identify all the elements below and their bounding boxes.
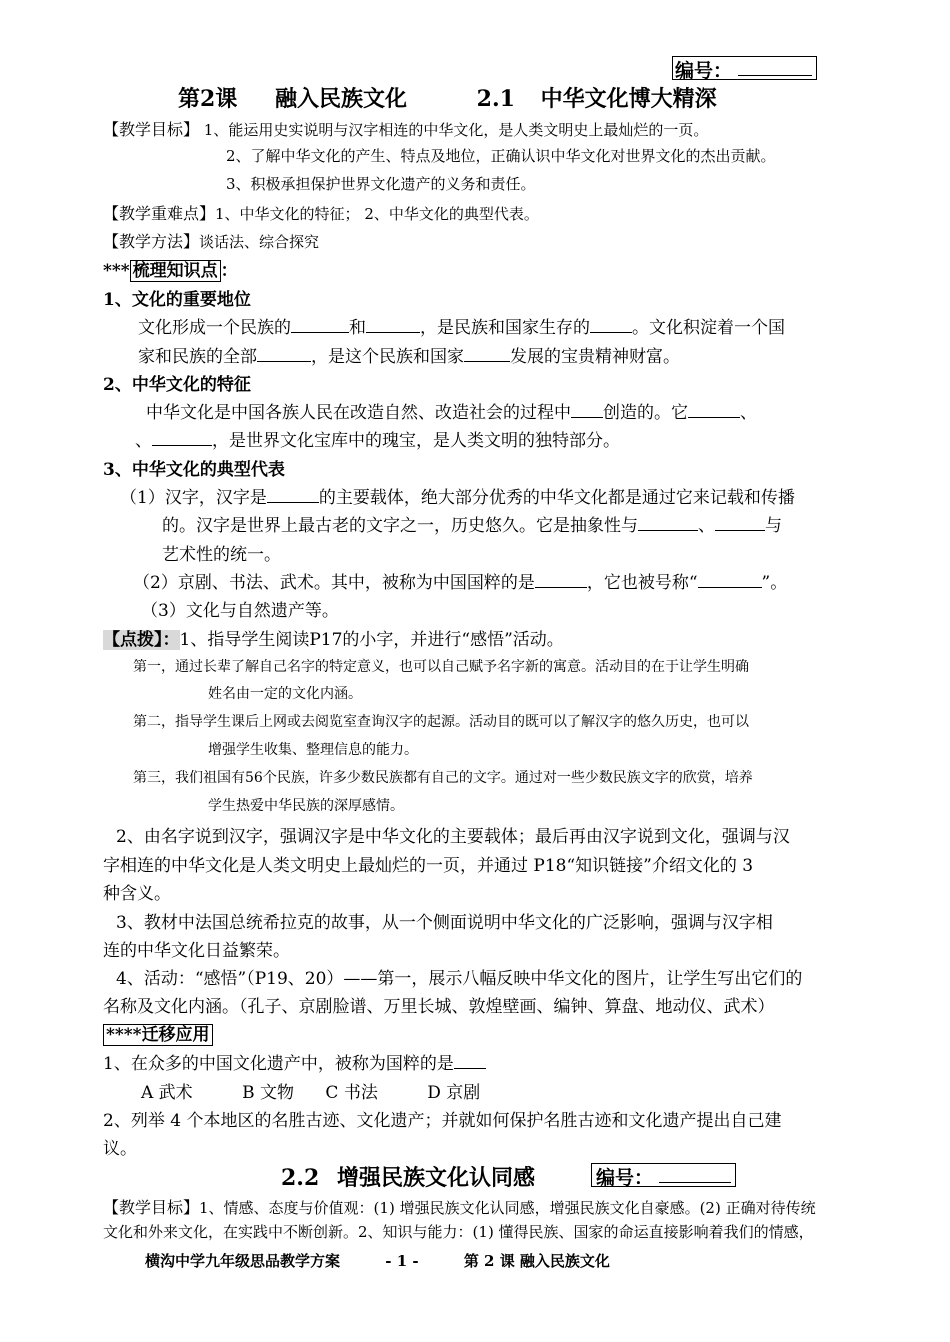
fill-blank xyxy=(464,344,510,362)
footer-lesson: 第 2 课 融入民族文化 xyxy=(463,1252,610,1270)
text: 、 xyxy=(698,516,715,536)
apply-label xyxy=(103,1024,213,1046)
section-1-line-2 xyxy=(138,342,680,367)
fill-blank xyxy=(698,570,762,588)
review-label: 梳理知识点 xyxy=(130,260,221,282)
footer-school: 横沟中学九年级思品教学方案 xyxy=(145,1252,341,1270)
option-c: C 书法 xyxy=(325,1083,378,1103)
text: ”。 xyxy=(761,573,788,593)
text: 的。汉字是世界上最古老的文字之一，历史悠久。它是抽象性与 xyxy=(162,516,638,536)
goals-2-line-2: 文化和外来文化，在实践中不断创新。2、知识与能力：(1) 懂得民族、国家的命运直接影响着我们的情感， xyxy=(103,1223,814,1241)
tip-4: 4、活动：“感悟”（P19、20）——第一，展示八幅反映中华文化的图片，让学生写出它们的 xyxy=(116,969,803,989)
review-heading xyxy=(103,256,238,281)
keypoints-label: 【教学重难点】 xyxy=(103,204,216,223)
text: 的主要载体，绝大部分优秀的中华文化都是通过它来记载和传播 xyxy=(318,488,795,508)
fill-blank xyxy=(535,570,587,588)
methods-text: 谈话法、综合探究 xyxy=(199,233,320,251)
fill-blank xyxy=(688,400,740,418)
section-3-item-1 xyxy=(120,483,795,508)
serial-number-blank xyxy=(738,75,812,76)
text: ，是民族和国家生存的 xyxy=(420,318,590,338)
text: 创造的。它 xyxy=(603,403,688,423)
fill-blank xyxy=(291,315,349,333)
question-2-cont: 议。 xyxy=(103,1139,137,1159)
fill-blank xyxy=(267,485,319,503)
tip-2-end: 种含义。 xyxy=(103,884,171,904)
text: ，是这个民族和国家 xyxy=(311,347,464,367)
text: 。文化积淀着一个国 xyxy=(632,318,785,338)
text: 文化形成一个民族的 xyxy=(138,318,291,338)
section-3-item-2 xyxy=(133,568,787,593)
tips-line-1 xyxy=(103,625,564,650)
question-1-options xyxy=(141,1078,480,1103)
tip-2-cont: 字相连的中华文化是人类文明史上最灿烂的一页，并通过 P18“知识链接”介绍文化的 3 xyxy=(103,856,754,876)
tips-label: 【点拨】： xyxy=(103,630,180,650)
fill-blank xyxy=(257,344,311,362)
text: 与 xyxy=(765,516,782,536)
fill-blank xyxy=(590,315,632,333)
goal-item: 1、能运用史实说明与汉字相连的中华文化，是人类文明史上最灿烂的一页。 xyxy=(203,121,709,139)
tip-activity-3-cont: 学生热爱中华民族的深厚感情。 xyxy=(208,798,404,814)
option-a: A 武术 xyxy=(141,1083,193,1103)
serial-number-label: 编号： xyxy=(675,60,733,82)
lesson-number: 第2课 xyxy=(178,86,238,112)
fill-blank xyxy=(454,1051,486,1069)
fill-blank xyxy=(366,315,420,333)
lesson-name: 融入民族文化 xyxy=(274,86,407,112)
page-title xyxy=(178,82,717,113)
text: 发展的宝贵精神财富。 xyxy=(510,347,680,367)
section-3-heading: 3、中华文化的典型代表 xyxy=(103,460,285,480)
tip-2: 2、由名字说到汉字，强调汉字是中华文化的主要载体；最后再由汉字说到文化，强调与汉 xyxy=(116,827,790,847)
section-2-2-title xyxy=(281,1161,535,1192)
text: 1、在众多的中国文化遗产中，被称为国粹的是 xyxy=(103,1054,454,1074)
section-1-heading: 1、文化的重要地位 xyxy=(103,290,251,310)
text: 、 xyxy=(740,403,757,423)
text: ，它也被号称“ xyxy=(586,573,698,593)
fill-blank xyxy=(715,513,765,531)
key-points xyxy=(103,201,539,224)
tip-3: 3、教材中法国总统希拉克的故事，从一个侧面说明中华文化的广泛影响，强调与汉字相 xyxy=(116,913,773,933)
goals-label: 【教学目标】 xyxy=(103,120,200,139)
footer xyxy=(145,1250,610,1271)
text: （2）京剧、书法、武术。其中，被称为中国国粹的是 xyxy=(133,573,535,593)
page-number: - 1 - xyxy=(385,1252,419,1270)
section-number: 2.2 xyxy=(281,1165,320,1191)
apply-label-text: 迁移应用 xyxy=(141,1025,210,1045)
goal-item: 2、了解中华文化的产生、特点及地位，正确认识中华文化对世界文化的杰出贡献。 xyxy=(226,147,776,165)
text: 家和民族的全部 xyxy=(138,347,257,367)
fill-blank xyxy=(571,400,603,418)
section-2-line-1 xyxy=(146,398,757,423)
teaching-methods xyxy=(103,229,319,252)
tip-4-cont: 名称及文化内涵。（孔子、京剧脸谱、万里长城、敦煌壁画、编钟、算盘、地动仪、武术） xyxy=(103,997,775,1017)
section-name: 中华文化博大精深 xyxy=(540,86,717,112)
teaching-goals xyxy=(103,117,708,140)
apply-stars: **** xyxy=(106,1025,142,1045)
tip-activity-1: 第一，通过长辈了解自己名字的特定意义，也可以自己赋予名字新的寓意。活动目的在于让学生明确 xyxy=(133,659,749,675)
fill-blank xyxy=(638,513,698,531)
tip-activity-1-cont: 姓名由一定的文化内涵。 xyxy=(208,686,362,702)
section-3-item-1-cont xyxy=(162,511,782,536)
keypoints-text: 1、中华文化的特征； 2、中华文化的典型代表。 xyxy=(215,205,539,223)
text: 1、指导学生阅读P17的小字，并进行“感悟”活动。 xyxy=(179,630,564,650)
tip-3-cont: 连的中华文化日益繁荣。 xyxy=(103,941,290,961)
question-2: 2、列举 4 个本地区的名胜古迹、文化遗产；并就如何保护名胜古迹和文化遗产提出自己建 xyxy=(103,1111,782,1131)
tip-activity-3: 第三，我们祖国有56个民族，许多少数民族都有自己的文字。通过对一些少数民族文字的欣赏，培养 xyxy=(133,770,753,786)
text: 中华文化是中国各族人民在改造自然、改造社会的过程中 xyxy=(146,403,571,423)
serial-number-label-2: 编号： xyxy=(596,1167,654,1189)
option-d: D 京剧 xyxy=(427,1083,481,1103)
goals2-label: 【教学目标】 xyxy=(103,1198,200,1217)
serial-number-blank-2 xyxy=(659,1182,731,1183)
methods-label: 【教学方法】 xyxy=(103,232,200,251)
section-1-line-1 xyxy=(138,313,785,338)
section-2-line-2 xyxy=(135,426,620,451)
section-3-item-1-end: 艺术性的统一。 xyxy=(162,545,281,565)
text: 1、情感、态度与价值观：(1) 增强民族文化认同感，增强民族文化自豪感。(2) 正确对待传统 xyxy=(199,1199,816,1217)
review-colon: ： xyxy=(220,261,238,281)
apply-heading xyxy=(103,1020,213,1045)
option-b: B 文物 xyxy=(242,1083,294,1103)
goal-item: 3、积极承担保护世界文化遗产的义务和责任。 xyxy=(226,175,536,193)
text: 、 xyxy=(135,431,152,451)
goals-2-line-1 xyxy=(103,1195,816,1218)
tip-activity-2-cont: 增强学生收集、整理信息的能力。 xyxy=(208,742,418,758)
section-number: 2.1 xyxy=(476,86,515,112)
text: 和 xyxy=(349,318,366,338)
text: （1）汉字，汉字是 xyxy=(120,488,267,508)
section-3-item-3: （3）文化与自然遗产等。 xyxy=(141,601,339,621)
review-stars: *** xyxy=(103,261,130,281)
text: ，是世界文化宝库中的瑰宝，是人类文明的独特部分。 xyxy=(212,431,620,451)
fill-blank xyxy=(152,428,212,446)
section-2-heading: 2、中华文化的特征 xyxy=(103,375,251,395)
question-1 xyxy=(103,1049,486,1074)
section-name: 增强民族文化认同感 xyxy=(336,1165,535,1191)
tip-activity-2: 第二，指导学生课后上网或去阅览室查询汉字的起源。活动目的既可以了解汉字的悠久历史，也可以 xyxy=(133,714,749,730)
